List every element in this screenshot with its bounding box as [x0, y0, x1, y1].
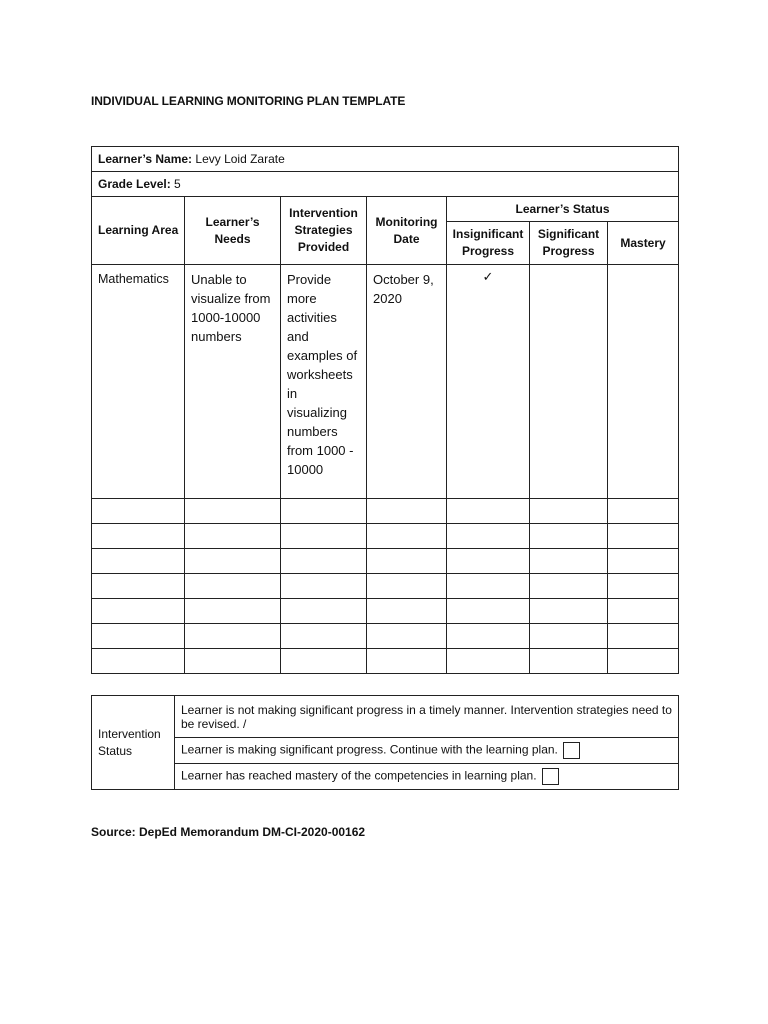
learner-name-value: Levy Loid Zarate	[195, 152, 285, 166]
intervention-option-mastery-text: Learner has reached mastery of the competencies in learning plan.	[181, 768, 537, 783]
source-note: Source: DepEd Memorandum DM-CI-2020-00162	[91, 825, 366, 839]
intervention-option-revise: Learner is not making significant progress in a timely manner. Intervention strategies need to be revised. /	[175, 696, 679, 738]
learner-name-label: Learner’s Name:	[98, 152, 193, 166]
empty-table-row	[92, 624, 679, 649]
intervention-status-label	[92, 696, 175, 790]
document-title: INDIVIDUAL LEARNING MONITORING PLAN TEMPLATE	[91, 94, 406, 108]
learners-needs-header-line2: Needs	[214, 231, 251, 246]
strategies-header	[281, 197, 367, 265]
insignificant-header-line1: Insignificant	[452, 227, 524, 241]
insignificant-progress-header	[447, 222, 530, 265]
empty-table-row	[92, 574, 679, 599]
monitoring-date-header-line1: Monitoring	[375, 214, 438, 229]
strategies-header-line2: Strategies	[294, 223, 353, 237]
strategies-cell: Provide more activities and examples of worksheets in visualizing numbers from 1000 - 10000	[281, 265, 367, 499]
monitoring-date-header-line2: Date	[393, 231, 420, 246]
intervention-option-continue-text: Learner is making significant progress. Continue with the learning plan.	[181, 742, 558, 757]
significant-cell	[530, 265, 608, 499]
strategies-header-line1: Intervention	[289, 206, 358, 220]
insignificant-check-cell: ✓	[447, 265, 530, 499]
learning-area-header: Learning Area	[92, 197, 185, 265]
learner-name-row	[92, 147, 679, 172]
intervention-option-row	[92, 738, 679, 764]
empty-table-row	[92, 549, 679, 574]
monitoring-plan-table	[91, 146, 679, 674]
insignificant-header-line2: Progress	[461, 244, 515, 258]
grade-level-label: Grade Level:	[98, 177, 171, 191]
intervention-status-table	[91, 695, 679, 790]
intervention-status-label-line2: Status	[98, 743, 133, 758]
learners-status-header: Learner’s Status	[447, 197, 679, 222]
mastery-checkbox[interactable]	[542, 768, 559, 785]
table-row	[92, 265, 679, 499]
column-header-row	[92, 197, 679, 222]
empty-table-row	[92, 499, 679, 524]
intervention-option-row	[92, 696, 679, 738]
learners-needs-header-line1: Learner’s	[205, 214, 260, 229]
empty-table-row	[92, 649, 679, 674]
significant-header-line2: Progress	[542, 244, 595, 258]
empty-table-row	[92, 599, 679, 624]
mastery-header: Mastery	[608, 222, 679, 265]
grade-level-value: 5	[174, 177, 181, 191]
intervention-option-row	[92, 764, 679, 790]
significant-header-line1: Significant	[537, 227, 600, 241]
mastery-cell	[608, 265, 679, 499]
empty-table-row	[92, 524, 679, 549]
intervention-option-continue	[175, 738, 679, 764]
continue-checkbox[interactable]	[563, 742, 580, 759]
grade-level-row	[92, 172, 679, 197]
monitoring-date-header	[367, 197, 447, 265]
strategies-header-line3: Provided	[297, 240, 350, 254]
learners-needs-cell: Unable to visualize from 1000-10000 numbers	[185, 265, 281, 499]
learners-needs-header	[185, 197, 281, 265]
learning-area-cell: Mathematics	[92, 265, 185, 499]
significant-progress-header	[530, 222, 608, 265]
monitoring-date-cell: October 9, 2020	[367, 265, 447, 499]
intervention-status-label-line1: Intervention	[98, 726, 161, 741]
intervention-option-mastery	[175, 764, 679, 790]
